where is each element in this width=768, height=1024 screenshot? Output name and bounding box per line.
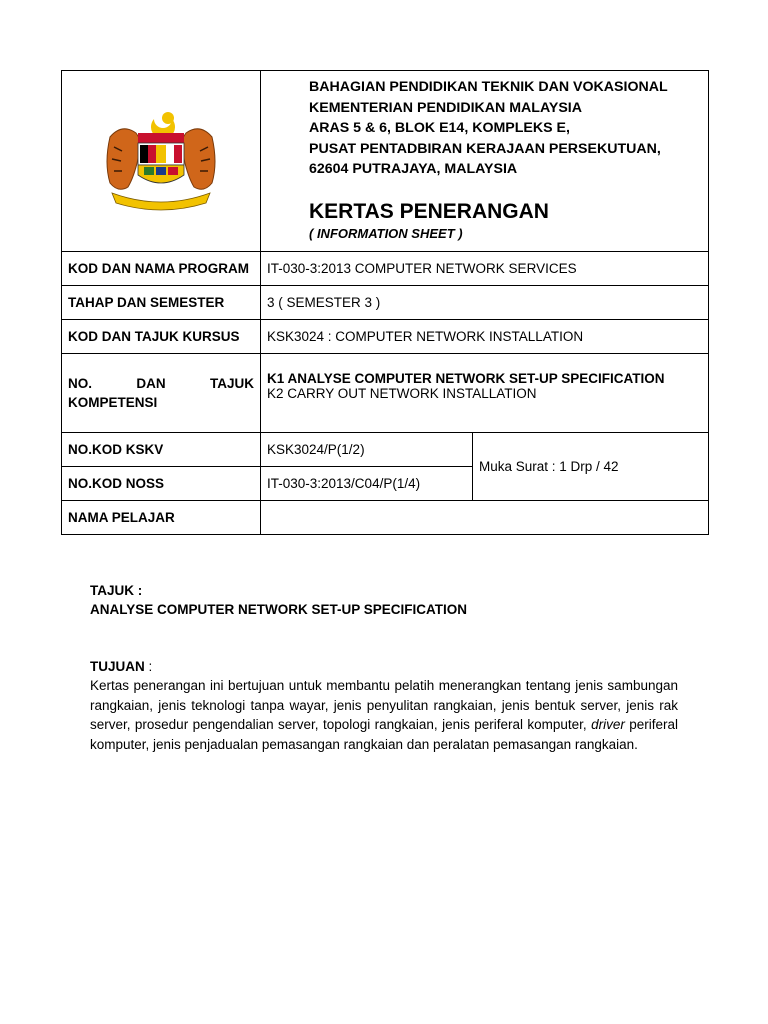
- competency-label-cell: [62, 354, 261, 433]
- page-info: Muka Surat : 1 Drp / 42: [473, 433, 709, 501]
- document-title: KERTAS PENERANGAN: [309, 199, 549, 223]
- org-line-4: PUSAT PENTADBIRAN KERAJAAN PERSEKUTUAN,: [309, 140, 661, 157]
- topic-value: ANALYSE COMPUTER NETWORK SET-UP SPECIFICATION: [90, 602, 468, 617]
- document-subtitle: ( INFORMATION SHEET ): [309, 225, 463, 241]
- noss-value: IT-030-3:2013/C04/P(1/4): [261, 467, 473, 501]
- objective-text-2: periferal komputer, jenis penjadualan pemasangan rangkaian dan peralatan pemasangan rangkaian.: [90, 717, 678, 752]
- student-name-field[interactable]: [261, 501, 709, 535]
- objective-label: TUJUAN: [90, 659, 145, 674]
- topic-section: [90, 581, 678, 619]
- competency-k2: K2 CARRY OUT NETWORK INSTALLATION: [267, 386, 537, 401]
- course-value: KSK3024 : COMPUTER NETWORK INSTALLATION: [261, 320, 709, 354]
- student-name-label: NAMA PELAJAR: [62, 501, 261, 535]
- kskv-value: KSK3024/P(1/2): [261, 433, 473, 467]
- org-line-2: KEMENTERIAN PENDIDIKAN MALAYSIA: [309, 99, 582, 116]
- program-value: IT-030-3:2013 COMPUTER NETWORK SERVICES: [261, 252, 709, 286]
- emblem-cell: [62, 71, 261, 252]
- competency-label-line-2: KOMPETENSI: [68, 395, 158, 410]
- competency-label-line-1: NO. DAN TAJUK: [68, 376, 254, 391]
- competency-k1: K1 ANALYSE COMPUTER NETWORK SET-UP SPECIFICATION: [267, 371, 665, 386]
- objective-section: [90, 657, 678, 768]
- program-label: KOD DAN NAMA PROGRAM: [62, 252, 261, 286]
- org-line-3: ARAS 5 & 6, BLOK E14, KOMPLEKS E,: [309, 120, 570, 136]
- header-text-cell: [261, 71, 709, 252]
- topic-label: TAJUK :: [90, 583, 143, 598]
- objective-text-italic: driver: [591, 717, 625, 732]
- competency-value-cell: [261, 354, 709, 433]
- kskv-label: NO.KOD KSKV: [62, 433, 261, 467]
- objective-heading: [90, 657, 678, 676]
- semester-label: TAHAP DAN SEMESTER: [62, 286, 261, 320]
- objective-paragraph: [90, 676, 678, 754]
- semester-value: 3 ( SEMESTER 3 ): [261, 286, 709, 320]
- objective-text-1: Kertas penerangan ini bertujuan untuk membantu pelatih menerangkan tentang jenis sambungan rangkaian, jenis teknologi tanpa wayar, jenis penyulitan rangkaian, jenis bentuk server, jenis rak server, prosedur pengendalian server, topologi rangkaian, jenis periferal komputer,: [90, 678, 678, 732]
- malaysia-coat-of-arms-icon: [96, 107, 226, 212]
- noss-label: NO.KOD NOSS: [62, 467, 261, 501]
- org-line-1: BAHAGIAN PENDIDIKAN TEKNIK DAN VOKASIONAL: [309, 79, 668, 95]
- info-sheet-table: [61, 70, 709, 535]
- objective-colon: :: [144, 659, 153, 674]
- org-line-5: 62604 PUTRAJAYA, MALAYSIA: [309, 161, 518, 177]
- course-label: KOD DAN TAJUK KURSUS: [62, 320, 261, 354]
